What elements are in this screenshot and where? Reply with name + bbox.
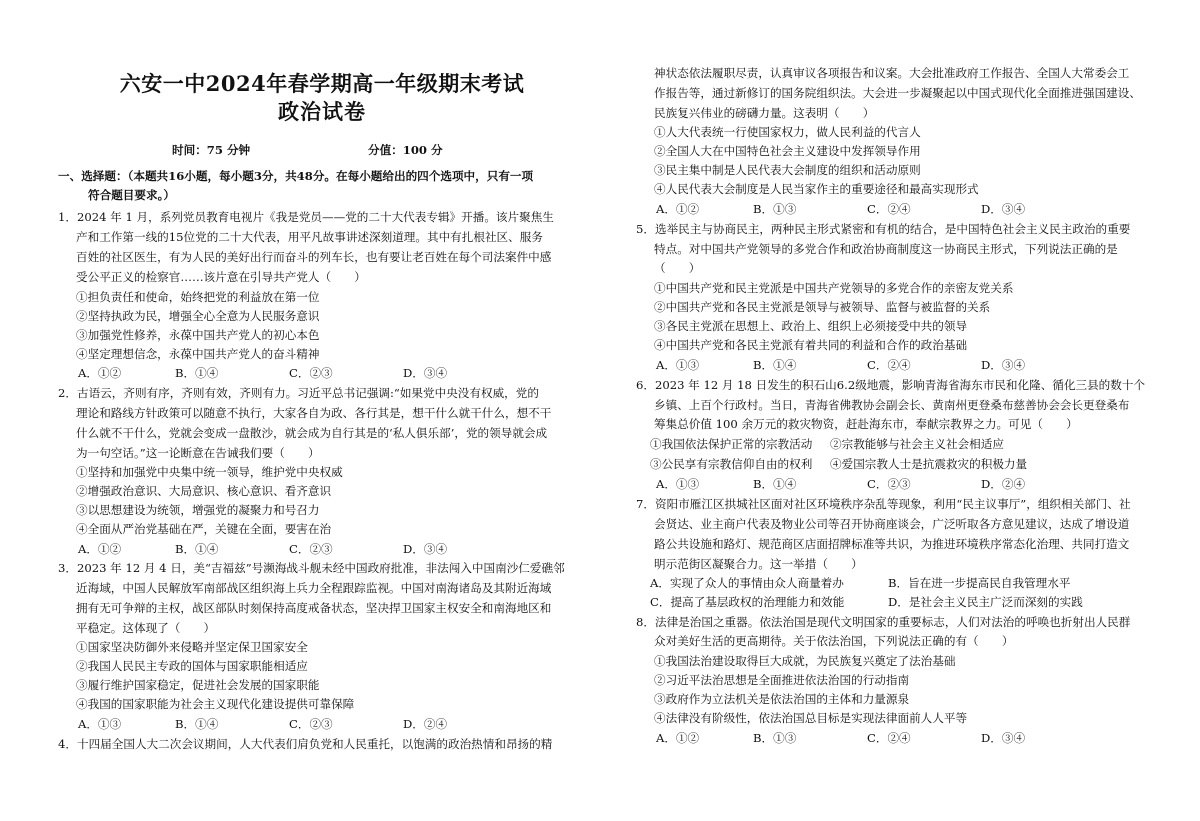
q4-item: ②全国人大在中国特色社会主义建设中发挥领导作用 — [654, 144, 921, 158]
q3-stem-line: 拥有无可争辩的主权，战区部队时刻保持高度戒备状态，坚决捍卫国家主权安全和南海地区和 — [76, 601, 552, 615]
q4-stem-line: 神状态依法履职尽责，认真审议各项报告和议案。大会批准政府工作报告、全国人大常委会工 — [654, 66, 1130, 80]
q2-item: ④全面从严治党基础在严，关键在全面，要害在治 — [76, 522, 332, 536]
q5-option-c[interactable]: C．②④ — [867, 358, 911, 372]
q3-options — [58, 715, 586, 734]
q4-stem-line: 作报告等，通过新修订的国务院组织法。大会进一步凝聚起以中国式现代化全面推进强国建设、 — [654, 86, 1141, 100]
q1-option-c[interactable]: C．②③ — [289, 366, 333, 380]
q1-item: ④坚定理想信念，永葆中国共产党人的奋斗精神 — [76, 347, 320, 361]
q3-item: ①国家坚决防御外来侵略并坚定保卫国家安全 — [76, 640, 308, 654]
q6-item: ①我国依法保护正常的宗教活动 — [650, 437, 813, 451]
q7-stem-line: 7．资阳市雁江区拱城社区面对社区环境秩序杂乱等现象，利用“民主议事厅”，组织相关部门、社 — [636, 497, 1131, 511]
section-heading: 一、选择题：（本题共16小题，每小题3分，共48分。在每小题给出的四个选项中，只有一项 — [58, 169, 534, 183]
q5-option-d[interactable]: D．③④ — [981, 358, 1026, 372]
q6-option-d[interactable]: D．②④ — [981, 477, 1026, 491]
q7-options-row — [636, 574, 1164, 593]
q1-stem-line: 受公平正义的检察官……该片意在引导共产党人（ ） — [76, 270, 366, 284]
q6-items-row — [650, 455, 1150, 474]
exam-time: 时间：75 分钟 — [172, 143, 251, 157]
q4-item: ④人民代表大会制度是人民当家作主的重要途径和最高实现形式 — [654, 182, 979, 196]
q6-item: ②宗教能够与社会主义社会相适应 — [830, 437, 1004, 451]
q5-stem-line: 5．选举民主与协商民主，两种民主形式紧密和有机的结合，是中国特色社会主义民主政治的重要 — [636, 222, 1131, 236]
q2-item: ①坚持和加强党中央集中统一领导，维护党中央权威 — [76, 465, 343, 479]
q1-stem-line: 产和工作第一线的15位党的二十大代表，用平凡故事讲述深刻道理。其中有扎根社区、服务 — [76, 230, 543, 244]
exam-subtitle: 政治试卷 — [278, 99, 366, 124]
q6-stem-line: 6．2023 年 12 月 18 日发生的积石山6.2级地震，影响青海省海东市民和化隆、循化三县的数十个 — [636, 378, 1146, 392]
q3-option-b[interactable]: B．①④ — [175, 717, 219, 731]
q1-option-b[interactable]: B．①④ — [175, 366, 219, 380]
q2-item: ②增强政治意识、大局意识、核心意识、看齐意识 — [76, 484, 332, 498]
q1-option-a[interactable]: A．①② — [78, 366, 122, 380]
section-heading-cont: 符合题目要求。） — [88, 188, 175, 202]
q7-stem-line: 会贤达、业主商户代表及物业公司等召开协商座谈会，广泛听取各方意见建议，达成了增设道 — [654, 517, 1130, 531]
q5-item: ②中国共产党和各民主党派是领导与被领导、监督与被监督的关系 — [654, 300, 991, 314]
q8-item: ②习近平法治思想是全面推进依法治国的行动指南 — [654, 673, 910, 687]
q5-option-a[interactable]: A．①③ — [656, 358, 700, 372]
q6-option-c[interactable]: C．②③ — [867, 477, 911, 491]
q8-option-c[interactable]: C．②④ — [867, 731, 911, 745]
q6-stem-line: 乡镇、上百个行政村。当日，青海省佛教协会副会长、黄南州更登桑布慈善协会会长更登桑布 — [654, 398, 1130, 412]
q2-option-d[interactable]: D．③④ — [403, 542, 448, 556]
q2-stem-line: 为一句空话。”这一论断意在告诫我们要（ ） — [76, 446, 320, 460]
q7-option-b[interactable]: B．旨在进一步提高民自我管理水平 — [888, 576, 1071, 590]
q4-stem-line: 民族复兴伟业的磅礴力量。这表明（ ） — [654, 106, 875, 120]
q3-option-a[interactable]: A．①③ — [78, 717, 122, 731]
q4-option-d[interactable]: D．③④ — [981, 202, 1026, 216]
q6-option-b[interactable]: B．①④ — [753, 477, 797, 491]
q1-stem-line: 1．2024 年 1 月，系列党员教育电视片《我是党员——党的二十大代表专辑》开播。该片聚焦生 — [58, 210, 554, 224]
q5-stem-line: （ ） — [654, 261, 701, 275]
q6-options — [636, 475, 1164, 494]
q8-options — [636, 729, 1164, 748]
q4-option-b[interactable]: B．①③ — [753, 202, 797, 216]
q3-item: ③履行维护国家稳定，促进社会发展的国家职能 — [76, 678, 320, 692]
exam-score: 分值：100 分 — [368, 143, 443, 157]
q6-item: ③公民享有宗教信仰自由的权利 — [650, 457, 813, 471]
q8-item: ③政府作为立法机关是依法治国的主体和力量源泉 — [654, 692, 910, 706]
q7-option-a[interactable]: A．实现了众人的事情由众人商量着办 — [650, 576, 844, 590]
q8-stem-line: 众对美好生活的更高期待。关于依法治国，下列说法正确的有（ ） — [654, 634, 1014, 648]
q7-option-c[interactable]: C．提高了基层政权的治理能力和效能 — [650, 595, 845, 609]
q6-item: ④爱国宗教人士是抗震救灾的积极力量 — [830, 457, 1028, 471]
q2-stem-line: 什么就不干什么，党就会变成一盘散沙，就会成为自行其是的‘私人俱乐部’，党的领导就会成 — [76, 426, 548, 440]
q2-option-c[interactable]: C．②③ — [289, 542, 333, 556]
q5-item: ③各民主党派在思想上、政治上、组织上必须接受中共的领导 — [654, 319, 968, 333]
q7-options-row — [636, 593, 1164, 612]
q6-option-a[interactable]: A．①③ — [656, 477, 700, 491]
q8-option-b[interactable]: B．①③ — [753, 731, 797, 745]
q8-stem-line: 8．法律是治国之重器。依法治国是现代文明国家的重要标志，人们对法治的呼唤也折射出人民群 — [636, 615, 1131, 629]
exam-title: 六安一中2024年春学期高一年级期末考试 — [119, 71, 525, 96]
q8-option-d[interactable]: D．③④ — [981, 731, 1026, 745]
q4-options — [636, 200, 1164, 219]
q6-items-row — [650, 435, 1150, 454]
q4-stem-line: 4．十四届全国人大二次会议期间，人大代表们肩负党和人民重托，以饱满的政治热情和昂扬的精 — [58, 737, 553, 751]
q3-option-c[interactable]: C．②③ — [289, 717, 333, 731]
q1-item: ②坚持执政为民，增强全心全意为人民服务意识 — [76, 309, 320, 323]
q1-option-d[interactable]: D．③④ — [403, 366, 448, 380]
q4-option-a[interactable]: A．①② — [656, 202, 700, 216]
q3-stem-line: 平稳定。这体现了（ ） — [76, 621, 216, 635]
q4-option-c[interactable]: C．②④ — [867, 202, 911, 216]
q2-stem-line: 2．古语云，齐则有序，齐则有效，齐则有力。习近平总书记强调:“如果党中央没有权威，党的 — [58, 386, 539, 400]
q3-item: ②我国人民民主专政的国体与国家职能相适应 — [76, 659, 308, 673]
q5-item: ①中国共产党和民主党派是中国共产党领导的多党合作的亲密友党关系 — [654, 281, 1014, 295]
q8-option-a[interactable]: A．①② — [656, 731, 700, 745]
q1-options — [58, 364, 586, 383]
q2-option-a[interactable]: A．①② — [78, 542, 122, 556]
q2-stem-line: 理论和路线方针政策可以随意不执行，大家各自为政、各行其是，想干什么就干什么，想不干 — [76, 406, 552, 420]
q2-item: ③以思想建设为统领，增强党的凝聚力和号召力 — [76, 503, 320, 517]
q7-option-d[interactable]: D．是社会主义民主广泛而深刻的实践 — [888, 595, 1083, 609]
q3-item: ④我国的国家职能为社会主义现代化建设提供可靠保障 — [76, 697, 355, 711]
q1-item: ③加强党性修养，永葆中国共产党人的初心本色 — [76, 328, 320, 342]
q2-option-b[interactable]: B．①④ — [175, 542, 219, 556]
q5-options — [636, 356, 1164, 375]
q3-option-d[interactable]: D．②④ — [403, 717, 448, 731]
q5-item: ④中国共产党和各民主党派有着共同的利益和合作的政治基础 — [654, 338, 968, 352]
q8-item: ①我国法治建设取得巨大成就，为民族复兴奠定了法治基础 — [654, 654, 956, 668]
q2-options — [58, 540, 586, 559]
q7-stem-line: 路公共设施和路灯、规范商区店面招牌标准等共识，为推进环境秩序常态化治理、共同打造文 — [654, 537, 1130, 551]
q8-item: ④法律没有阶级性，依法治国总目标是实现法律面前人人平等 — [654, 711, 968, 725]
q3-stem-line: 3．2023 年 12 月 4 日，美“吉福兹”号濒海战斗舰未经中国政府批准，非法闯入中国南沙仁爱礁邻 — [58, 561, 565, 575]
q5-option-b[interactable]: B．①④ — [753, 358, 797, 372]
q4-item: ①人大代表统一行使国家权力，做人民利益的代言人 — [654, 125, 921, 139]
q5-stem-line: 特点。对中国共产党领导的多党合作和政治协商制度这一协商民主形式，下列说法正确的是 — [654, 242, 1118, 256]
q6-stem-line: 筹集总价值 100 余万元的救灾物资，赶赴海东市，奉献宗教界之力。可见（ ） — [654, 417, 1078, 431]
q4-item: ③民主集中制是人民代表大会制度的组织和活动原则 — [654, 163, 921, 177]
q3-stem-line: 近海域，中国人民解放军南部战区组织海上兵力全程跟踪监视。中国对南海诸岛及其附近海域 — [76, 581, 552, 595]
q1-stem-line: 百姓的社区医生，有为人民的美好出行而奋斗的列车长，也有要让老百姓在每个司法案件中感 — [76, 250, 552, 264]
q1-item: ①担负责任和使命，始终把党的利益放在第一位 — [76, 290, 320, 304]
q7-stem-line: 明示范街区凝聚合力。这一举措（ ） — [654, 557, 863, 571]
